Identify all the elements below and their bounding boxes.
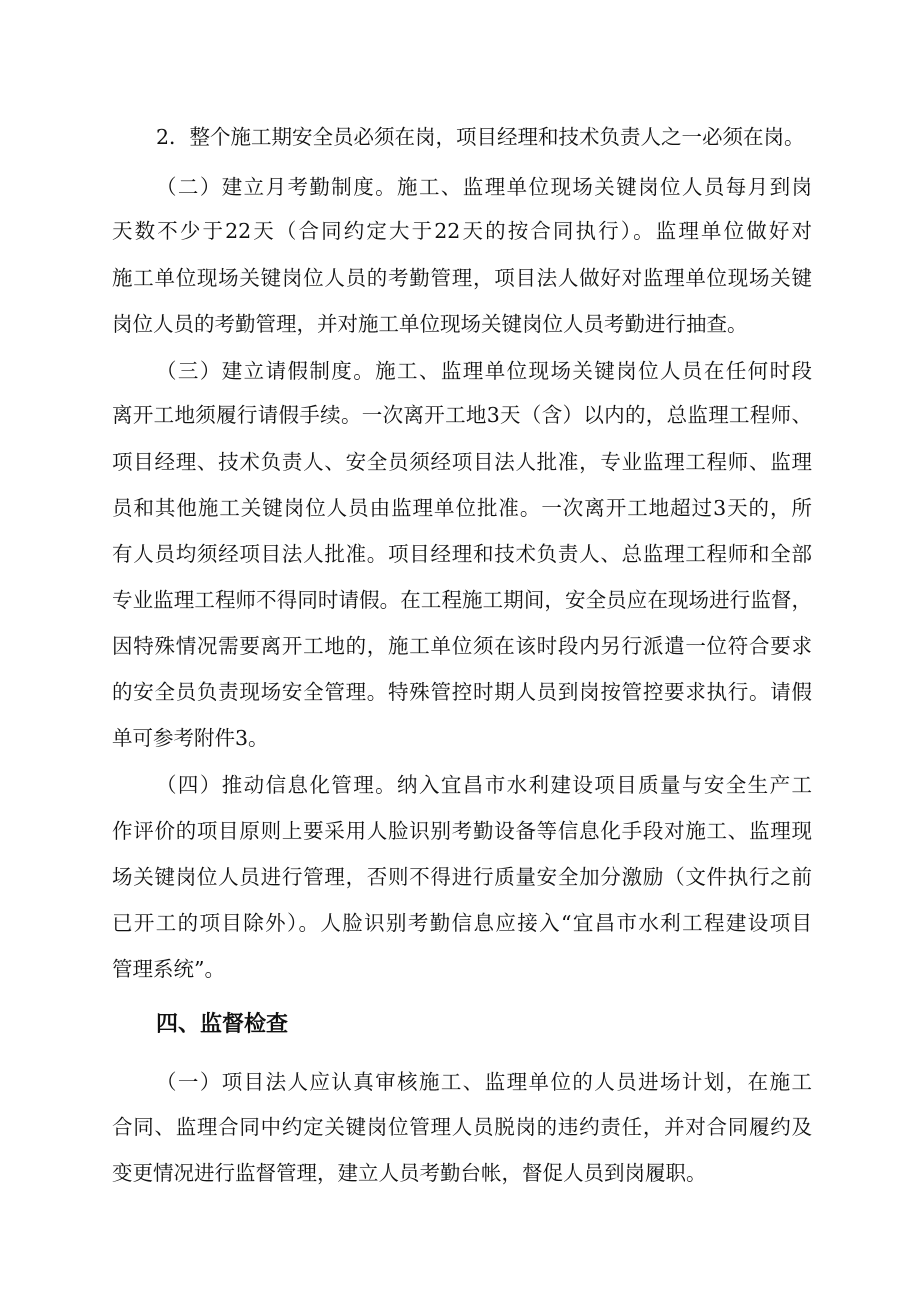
paragraph-leave-line-8: 的安全员负责现场安全管理。特殊管控时期人员到岗按管控要求执行。请假: [112, 680, 812, 704]
paragraph-info-line-5: 管理系统”。: [112, 957, 225, 981]
section-heading: 四、监督检查: [156, 1012, 289, 1037]
paragraph-leave-line-7: 因特殊情况需要离开工地的，施工单位须在该时段内另行派遣一位符合要求: [112, 634, 812, 658]
paragraph-supervision-line-1: （一）项目法人应认真审核施工、监理单位的人员进场计划，在施工: [156, 1070, 812, 1094]
paragraph-leave-line-9: 单可参考附件3。: [112, 726, 269, 750]
paragraph-leave-line-1: （三）建立请假制度。施工、监理单位现场关键岗位人员在任何时段: [156, 359, 812, 383]
paragraph-attendance-line-3: 施工单位现场关键岗位人员的考勤管理，项目法人做好对监理单位现场关键: [112, 266, 812, 290]
paragraph-supervision-line-3: 变更情况进行监督管理，建立人员考勤台帐，督促人员到岗履职。: [112, 1161, 707, 1185]
paragraph-info-line-1: （四）推动信息化管理。纳入宜昌市水利建设项目质量与安全生产工: [156, 773, 812, 797]
paragraph-leave-line-2: 离开工地须履行请假手续。一次离开工地3天（含）以内的，总监理工程师、: [112, 403, 812, 427]
paragraph-attendance-line-4: 岗位人员的考勤管理，并对施工单位现场关键岗位人员考勤进行抽查。: [112, 312, 748, 336]
paragraph-leave-line-4: 员和其他施工关键岗位人员由监理单位批准。一次离开工地超过3天的，所: [112, 496, 812, 520]
paragraph-info-line-4: 已开工的项目除外）。人脸识别考勤信息应接入“宜昌市水利工程建设项目: [112, 911, 812, 935]
paragraph-info-line-2: 作评价的项目原则上要采用人脸识别考勤设备等信息化手段对施工、监理现: [112, 819, 812, 843]
paragraph-attendance-line-1: （二）建立月考勤制度。施工、监理单位现场关键岗位人员每月到岗: [156, 175, 812, 199]
paragraph-info-line-3: 场关键岗位人员进行管理，否则不得进行质量安全加分激励（文件执行之前: [112, 865, 812, 889]
paragraph-supervision-line-2: 合同、监理合同中约定关键岗位管理人员脱岗的违约责任，并对合同履约及: [112, 1115, 812, 1139]
paragraph-attendance-line-2: 天数不少于22天（合同约定大于22天的按合同执行）。监理单位做好对: [112, 219, 812, 243]
paragraph-leave-line-5: 有人员均须经项目法人批准。项目经理和技术负责人、总监理工程师和全部: [112, 542, 812, 566]
paragraph-leave-line-6: 专业监理工程师不得同时请假。在工程施工期间，安全员应在现场进行监督，: [112, 588, 812, 612]
paragraph-item-2-line-1: 2．整个施工期安全员必须在岗，项目经理和技术负责人之一必须在岗。: [156, 125, 805, 149]
paragraph-leave-line-3: 项目经理、技术负责人、安全员须经项目法人批准，专业监理工程师、监理: [112, 450, 812, 474]
